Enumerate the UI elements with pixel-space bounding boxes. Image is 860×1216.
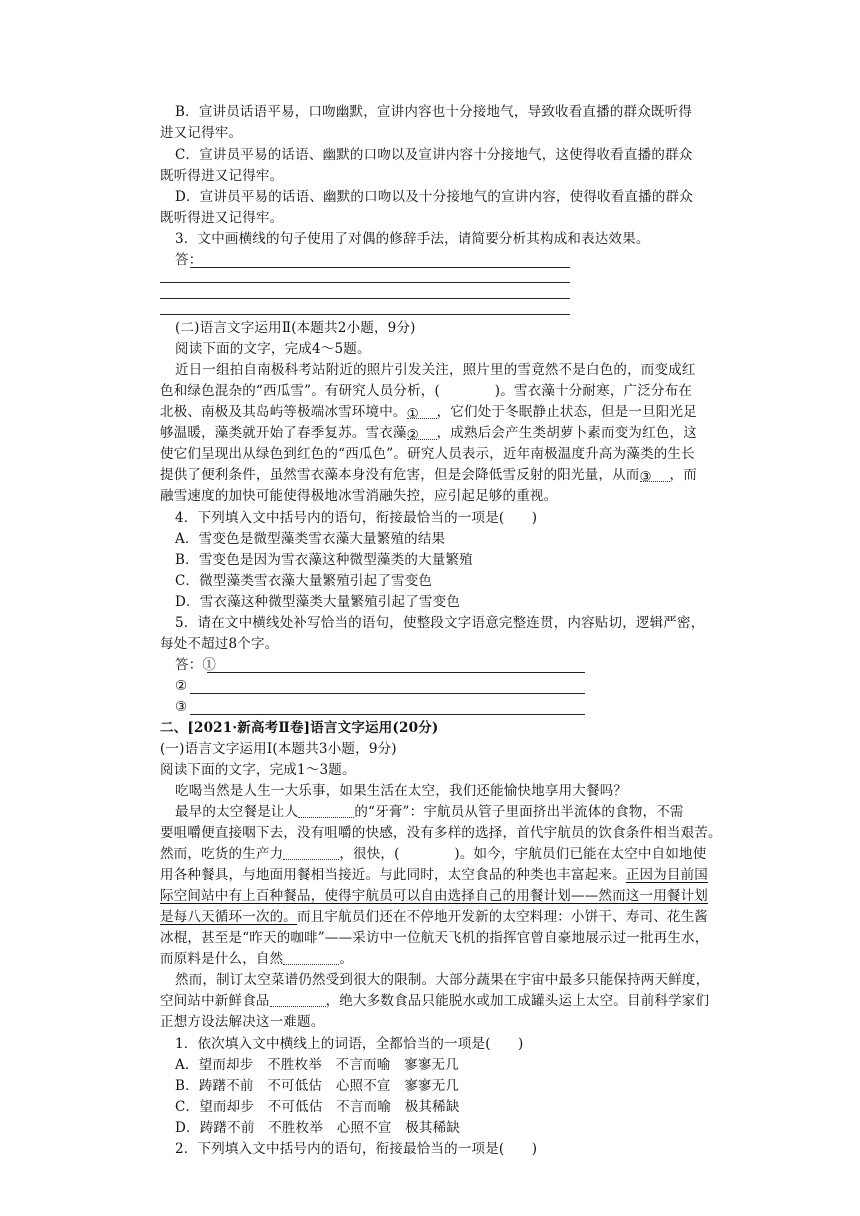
section-heading: (一)语言文字运用Ⅰ(本题共3小题，9分) bbox=[160, 741, 397, 757]
passage-line: 使它们呈现出从绿色到红色的“西瓜色”。研究人员表示，近年南极温度升高为藻类的生长 bbox=[160, 446, 695, 462]
blank-2: ② bbox=[407, 425, 437, 440]
part-heading: 二、[2021·新高考Ⅱ卷]语言文字运用(20分) bbox=[160, 720, 439, 736]
option-b: B．踌躇不前 不可低估 心照不宣 寥寥无几 bbox=[175, 1078, 460, 1094]
blank-1: ① bbox=[407, 404, 437, 419]
question-4: 4．下列填入文中括号内的语句，衔接最恰当的一项是( ) bbox=[175, 510, 538, 526]
option-b: B．雪变色是因为雪衣藻这种微型藻类的大量繁殖 bbox=[175, 552, 473, 568]
blank-d bbox=[270, 992, 326, 1007]
option-a: A．望而却步 不胜枚举 不言而喻 寥寥无几 bbox=[175, 1057, 459, 1073]
passage-line: 色和绿色混杂的“西瓜雪”。有研究人员分析，( )。雪衣藻十分耐寒，广泛分布在 bbox=[160, 383, 693, 399]
passage-line: 然而，制订太空菜谱仍然受到很大的限制。大部分蔬果在宇宙中最多只能保持两天鲜度， bbox=[175, 972, 710, 988]
underlined-sentence: 正因为目前国 bbox=[625, 867, 709, 883]
passage-line: 吃喝当然是人生一大乐事，如果生活在太空，我们还能愉快地享用大餐吗？ bbox=[175, 783, 628, 799]
underlined-sentence: 是每八天循环一次的。 bbox=[160, 909, 297, 925]
passage-line: 要咀嚼便直接咽下去，没有咀嚼的快感，没有多样的选择，首代宇航员的饮食条件相当艰苦。 bbox=[160, 825, 722, 841]
instruction: 阅读下面的文字，完成4～5题。 bbox=[175, 341, 371, 357]
section-heading: (二)语言文字运用Ⅱ(本题共2小题，9分) bbox=[175, 320, 416, 336]
question-5-cont: 每处不超过8个字。 bbox=[160, 636, 279, 652]
answer-line bbox=[160, 282, 570, 283]
blank-b bbox=[283, 845, 339, 860]
instruction: 阅读下面的文字，完成1～3题。 bbox=[160, 762, 356, 778]
option-c-line1: C．宣讲员平易的话语、幽默的口吻以及宣讲内容十分接地气，这使得收看直播的群众 bbox=[175, 147, 693, 163]
question-1: 1．依次填入文中横线上的词语，全都恰当的一项是( ) bbox=[175, 1036, 524, 1052]
answer-line bbox=[160, 314, 570, 315]
option-d: D．踌躇不前 不胜枚举 心照不宣 极其稀缺 bbox=[175, 1120, 461, 1136]
passage-line: 空间站中新鲜食品 ，绝大多数食品只能脱水或加工成罐头运上太空。目前科学家们 bbox=[160, 993, 710, 1009]
answer-line bbox=[190, 267, 570, 268]
passage-line: 而原料是什么，自然 。 bbox=[160, 951, 354, 967]
option-a: A．雪变色是微型藻类雪衣藻大量繁殖的结果 bbox=[175, 531, 446, 547]
passage-line: 正想方设法解决这一难题。 bbox=[160, 1014, 325, 1030]
answer-label-3: 答： bbox=[175, 252, 203, 268]
answer-label: ③ bbox=[175, 699, 188, 715]
answer-label-5: 答：① bbox=[175, 657, 217, 673]
answer-line bbox=[207, 672, 585, 673]
answer-line bbox=[190, 714, 585, 715]
passage-line: 近日一组拍自南极科考站附近的照片引发关注，照片里的雪竟然不是白色的，而变成红 bbox=[175, 362, 696, 378]
passage-line: 然而，吃货的生产力 ，很快，( )。如今，宇航员们已能在太空中自如地使 bbox=[160, 846, 707, 862]
option-c: C．望而却步 不可低估 不言而喻 极其稀缺 bbox=[175, 1099, 460, 1115]
option-c: C．微型藻类雪衣藻大量繁殖引起了雪变色 bbox=[175, 573, 433, 589]
answer-line bbox=[160, 298, 570, 299]
passage-line: 融雪速度的加快可能使得极地冰雪消融失控，应引起足够的重视。 bbox=[160, 488, 558, 504]
answer-line bbox=[190, 693, 585, 694]
passage-line: 是每八天循环一次的。而且宇航员们还在不停地开发新的太空料理：小饼干、寿司、花生酱 bbox=[160, 909, 708, 925]
blank-c bbox=[283, 950, 339, 965]
passage-line: 冰棍，甚至是“昨天的咖啡”——采访中一位航天飞机的指挥官曾自豪地展示过一批再生水， bbox=[160, 930, 709, 946]
option-c-line2: 既听得进又记得牢。 bbox=[160, 168, 284, 184]
passage-line: 最早的太空餐是让人 的“牙膏”：宇航员从管子里面挤出半流体的食物，不需 bbox=[175, 804, 684, 820]
blank-3: ③ bbox=[640, 467, 670, 482]
passage-line: 用各种餐具，与地面用餐相当接近。与此同时，太空食品的种类也丰富起来。正因为目前国 bbox=[160, 867, 709, 883]
option-d-line2: 既听得进又记得牢。 bbox=[160, 210, 284, 226]
answer-label: ② bbox=[175, 678, 188, 694]
underlined-sentence: 际空间站中有上百种餐品，使得宇航员可以自由选择自己的用餐计划——然而这一用餐计划 bbox=[160, 888, 708, 904]
option-d-line1: D．宣讲员平易的话语、幽默的口吻以及十分接地气的宣讲内容，使得收看直播的群众 bbox=[175, 189, 693, 205]
passage-line: 够温暖，藻类就开始了春季复苏。雪衣藻② ，成熟后会产生类胡萝卜素而变为红色，这 bbox=[160, 425, 697, 443]
passage-line: 提供了便利条件，虽然雪衣藻本身没有危害，但是会降低雪反射的阳光量，从而③ ，而 bbox=[160, 467, 697, 485]
question-2: 2．下列填入文中括号内的语句，衔接最恰当的一项是( ) bbox=[175, 1141, 538, 1157]
question-3: 3．文中画横线的句子使用了对偶的修辞手法，请简要分析其构成和表达效果。 bbox=[175, 231, 650, 247]
option-b-line1: B．宣讲员话语平易，口吻幽默，宣讲内容也十分接地气，导致收看直播的群众既听得 bbox=[175, 104, 693, 120]
passage-line: 北极、南极及其岛屿等极端冰雪环境中。① ，它们处于冬眠静止状态，但是一旦阳光足 bbox=[160, 404, 697, 422]
blank-a bbox=[298, 803, 354, 818]
option-b-line2: 进又记得牢。 bbox=[160, 125, 243, 141]
question-5: 5．请在文中横线处补写恰当的语句，使整段文字语意完整连贯，内容贴切，逻辑严密， bbox=[175, 615, 705, 631]
option-d: D．雪衣藻这种微型藻类大量繁殖引起了雪变色 bbox=[175, 594, 461, 610]
